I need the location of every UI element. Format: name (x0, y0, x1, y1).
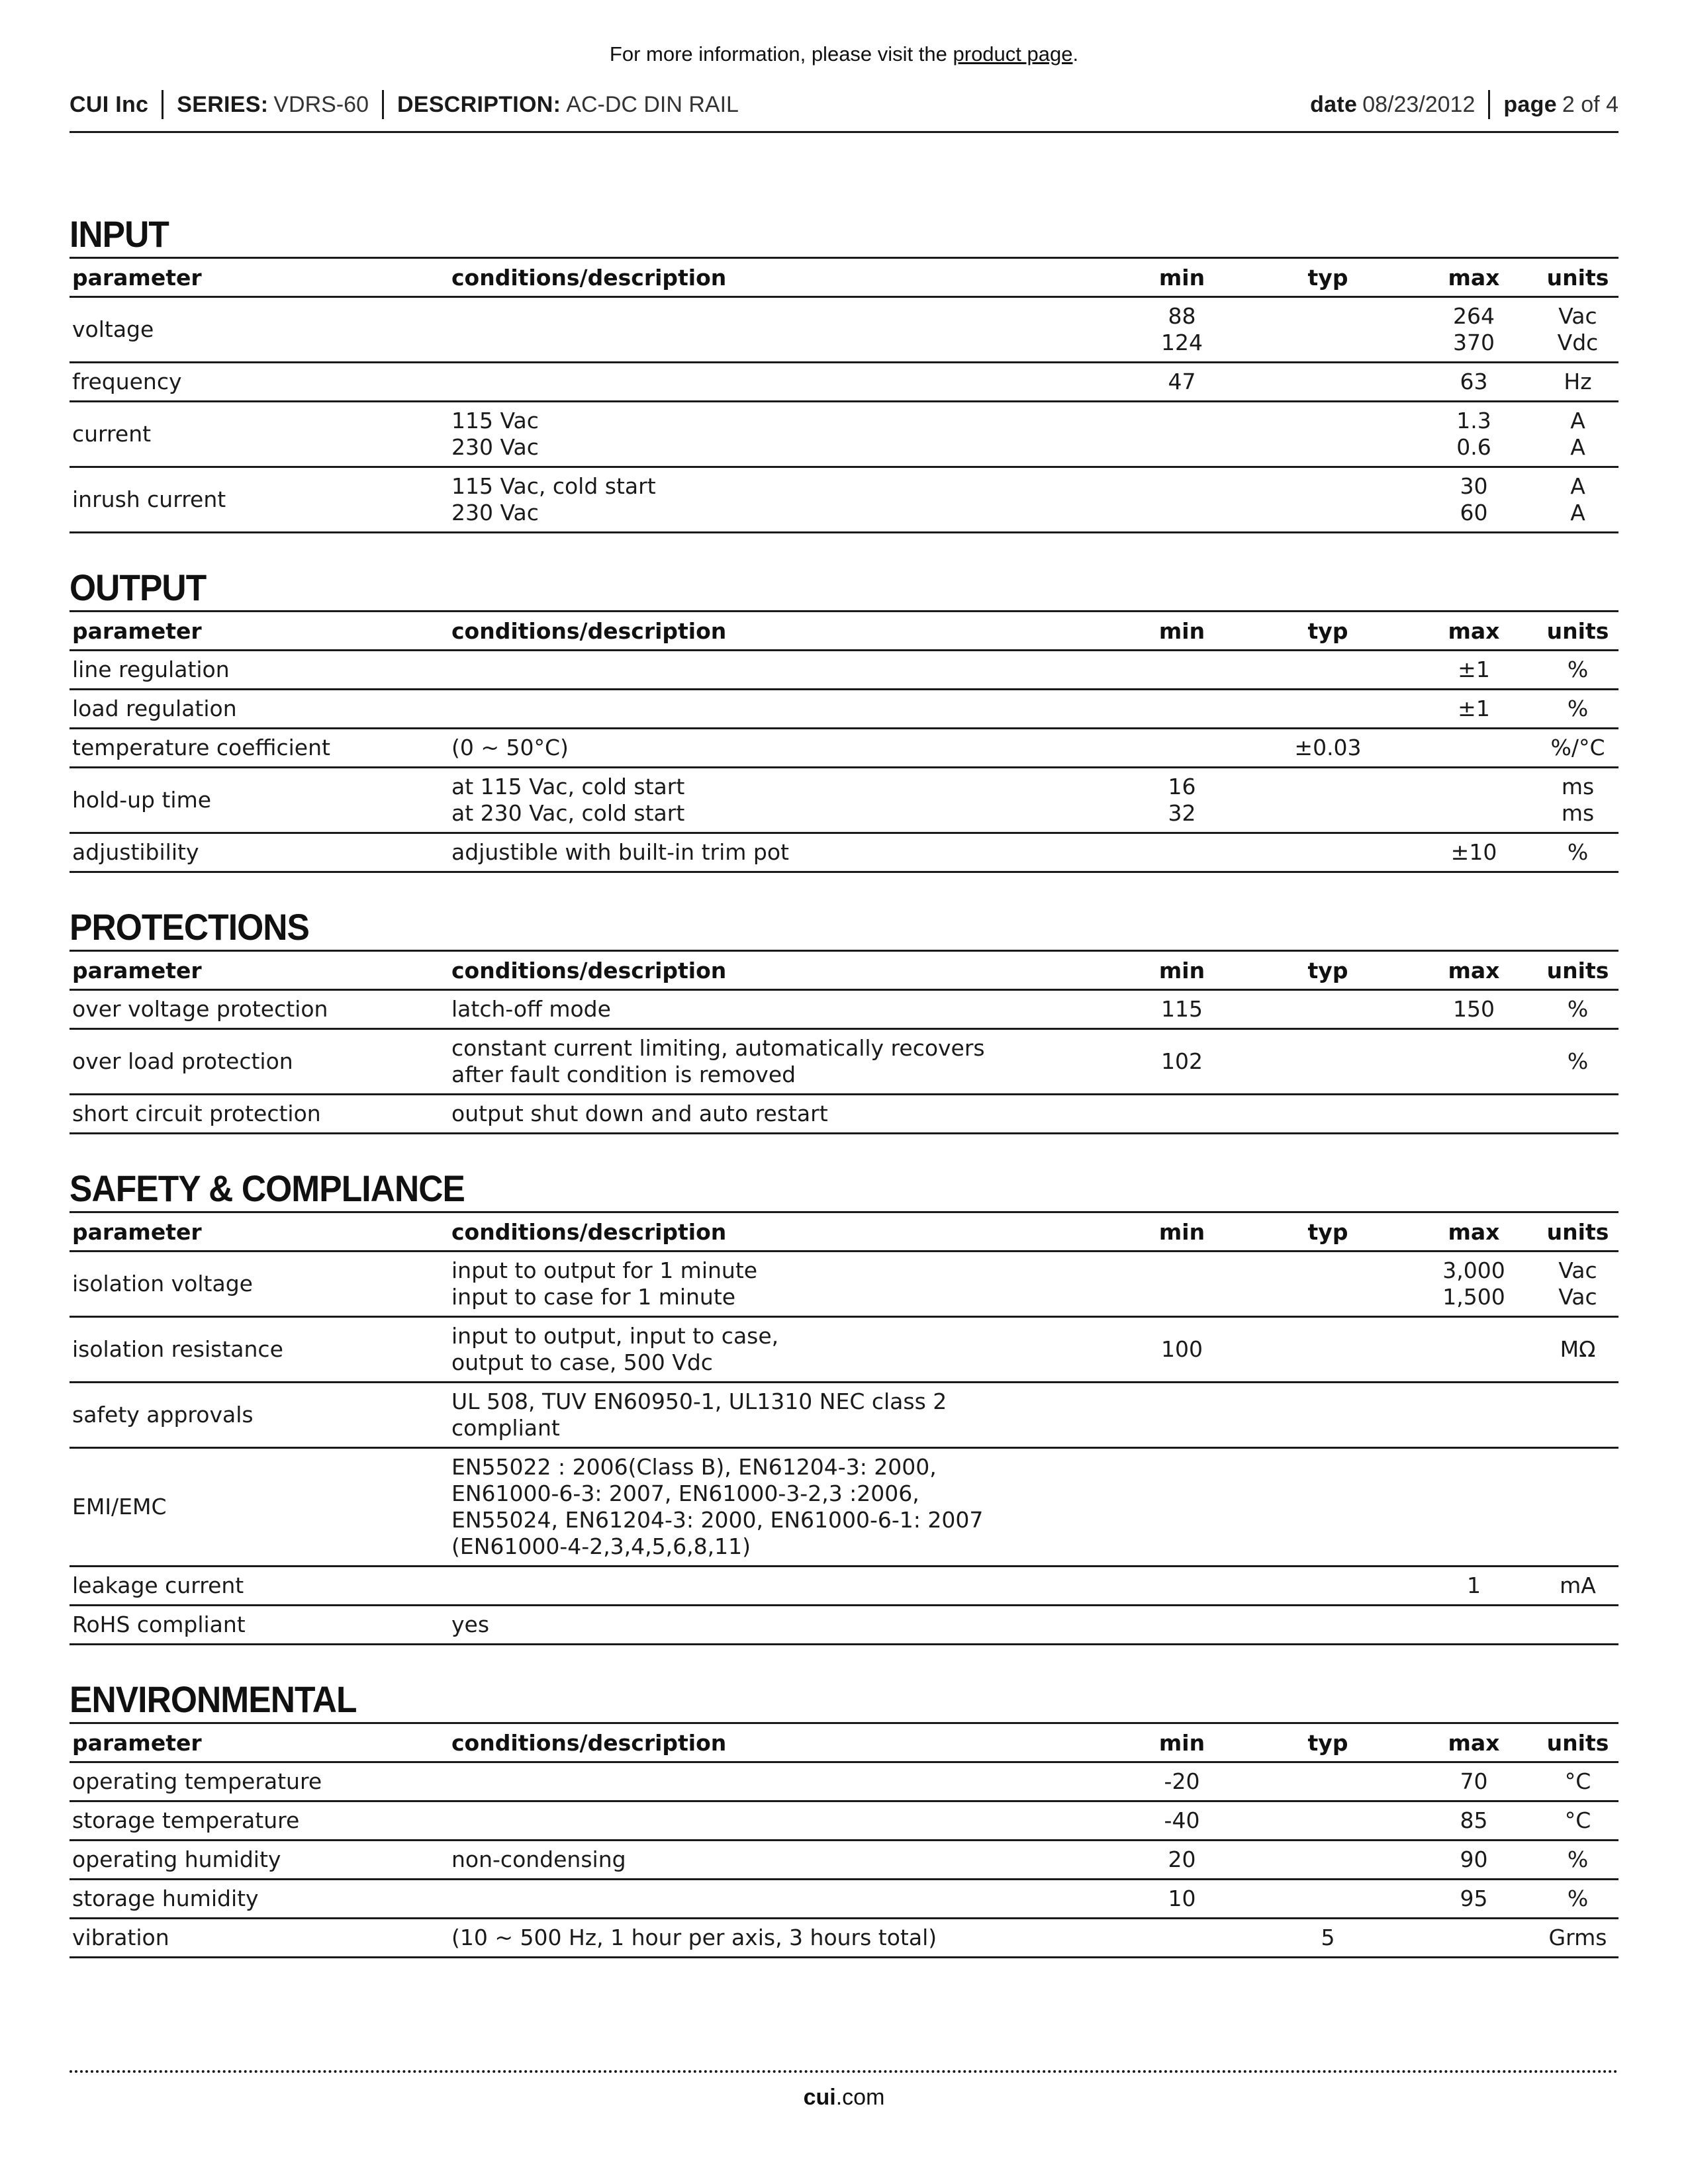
cell-min (1119, 833, 1245, 872)
page-number: 2 of 4 (1562, 91, 1618, 117)
table-row (70, 833, 1618, 872)
cell-parameter: voltage (70, 297, 449, 363)
cell-conditions: (10 ~ 500 Hz, 1 hour per axis, 3 hours total) (449, 1919, 1119, 1958)
cell-units: °C (1537, 1801, 1618, 1841)
column-header-max: max (1411, 258, 1537, 297)
description-value: AC-DC DIN RAIL (566, 91, 739, 117)
cell-max (1411, 1919, 1537, 1958)
cell-max (1411, 768, 1537, 833)
table-row (70, 1448, 1618, 1567)
description-label: DESCRIPTION: (397, 91, 561, 117)
cell-max: 95 (1411, 1880, 1537, 1919)
cell-max: 70 (1411, 1762, 1537, 1801)
cell-min (1119, 690, 1245, 729)
cell-parameter: over load protection (70, 1029, 449, 1095)
table-row (70, 690, 1618, 729)
cell-units: A A (1537, 402, 1618, 467)
spec-content (70, 212, 1618, 1990)
cell-parameter: inrush current (70, 467, 449, 533)
cell-max: 90 (1411, 1841, 1537, 1880)
cell-units: Hz (1537, 363, 1618, 402)
note-prefix: For more information, please visit the (609, 42, 953, 66)
cell-min (1119, 1448, 1245, 1567)
table-header-row (70, 951, 1618, 990)
cell-units (1537, 1606, 1618, 1645)
cell-units (1537, 1095, 1618, 1134)
cell-parameter: safety approvals (70, 1383, 449, 1448)
cell-min: 20 (1119, 1841, 1245, 1880)
company-name: CUI Inc (70, 91, 149, 117)
cell-parameter: operating humidity (70, 1841, 449, 1880)
cell-parameter: line regulation (70, 651, 449, 690)
header-left (70, 90, 739, 119)
table-row (70, 1919, 1618, 1958)
cell-units (1537, 1383, 1618, 1448)
cell-typ (1245, 1762, 1411, 1801)
spec-table (70, 1211, 1618, 1645)
product-page-link[interactable]: product page (953, 42, 1073, 66)
section-title: INPUT (70, 213, 169, 255)
column-header-typ: typ (1245, 951, 1411, 990)
table-header-row (70, 1212, 1618, 1251)
cell-max: 1.3 0.6 (1411, 402, 1537, 467)
cell-units: % (1537, 990, 1618, 1029)
cell-max (1411, 729, 1537, 768)
cell-max: 1 (1411, 1567, 1537, 1606)
cell-units: % (1537, 690, 1618, 729)
cell-typ (1245, 1567, 1411, 1606)
cell-min (1119, 1919, 1245, 1958)
cell-conditions (449, 363, 1119, 402)
cell-typ: 5 (1245, 1919, 1411, 1958)
column-header-parameter: parameter (70, 258, 449, 297)
product-info-note (0, 42, 1688, 66)
cell-min (1119, 402, 1245, 467)
header-divider (382, 90, 384, 119)
cell-parameter: current (70, 402, 449, 467)
cell-conditions: latch-off mode (449, 990, 1119, 1029)
cell-units: % (1537, 1029, 1618, 1095)
date-value: 08/23/2012 (1362, 91, 1476, 117)
cell-units: % (1537, 651, 1618, 690)
cell-typ (1245, 690, 1411, 729)
cell-parameter: short circuit protection (70, 1095, 449, 1134)
spec-section (70, 212, 1618, 533)
cell-parameter: hold-up time (70, 768, 449, 833)
cell-conditions (449, 1801, 1119, 1841)
cell-min (1119, 467, 1245, 533)
column-header-conditions: conditions/description (449, 951, 1119, 990)
header-right (1310, 90, 1618, 119)
cell-parameter: RoHS compliant (70, 1606, 449, 1645)
spec-table (70, 950, 1618, 1134)
footer-domain-rest: .com (835, 2085, 885, 2110)
cell-typ (1245, 1029, 1411, 1095)
cell-conditions: yes (449, 1606, 1119, 1645)
cell-typ: ±0.03 (1245, 729, 1411, 768)
cell-parameter: storage humidity (70, 1880, 449, 1919)
cell-parameter: isolation resistance (70, 1317, 449, 1383)
cell-min: -20 (1119, 1762, 1245, 1801)
cell-conditions: adjustible with built-in trim pot (449, 833, 1119, 872)
column-header-parameter: parameter (70, 1723, 449, 1762)
cell-units: % (1537, 1880, 1618, 1919)
header-divider (1488, 90, 1490, 119)
column-header-units: units (1537, 951, 1618, 990)
column-header-parameter: parameter (70, 612, 449, 651)
cell-units: % (1537, 1841, 1618, 1880)
cell-parameter: leakage current (70, 1567, 449, 1606)
table-row (70, 1251, 1618, 1317)
cell-max: 30 60 (1411, 467, 1537, 533)
cell-max (1411, 1383, 1537, 1448)
cell-parameter: storage temperature (70, 1801, 449, 1841)
column-header-max: max (1411, 612, 1537, 651)
column-header-parameter: parameter (70, 951, 449, 990)
cell-conditions: UL 508, TUV EN60950-1, UL1310 NEC class 2 compliant (449, 1383, 1119, 1448)
cell-parameter: vibration (70, 1919, 449, 1958)
date-label: date (1310, 91, 1358, 117)
cell-typ (1245, 1606, 1411, 1645)
column-header-conditions: conditions/description (449, 1212, 1119, 1251)
cell-parameter: frequency (70, 363, 449, 402)
cell-typ (1245, 990, 1411, 1029)
cell-conditions (449, 297, 1119, 363)
table-row (70, 297, 1618, 363)
cell-max: 63 (1411, 363, 1537, 402)
spec-section (70, 565, 1618, 873)
column-header-parameter: parameter (70, 1212, 449, 1251)
table-row (70, 1317, 1618, 1383)
cell-min: 10 (1119, 1880, 1245, 1919)
series-label: SERIES: (177, 91, 269, 117)
series-value: VDRS-60 (273, 91, 369, 117)
cell-min: 88 124 (1119, 297, 1245, 363)
cell-parameter: load regulation (70, 690, 449, 729)
page-label: page (1503, 91, 1557, 117)
cell-typ (1245, 768, 1411, 833)
cell-min (1119, 1251, 1245, 1317)
table-row (70, 729, 1618, 768)
cell-typ (1245, 402, 1411, 467)
cell-conditions: 115 Vac 230 Vac (449, 402, 1119, 467)
spec-section (70, 905, 1618, 1134)
table-header-row (70, 612, 1618, 651)
table-row (70, 1880, 1618, 1919)
spec-table (70, 610, 1618, 873)
cell-parameter: operating temperature (70, 1762, 449, 1801)
cell-parameter: adjustibility (70, 833, 449, 872)
spec-section (70, 1677, 1618, 1958)
cell-max: ±1 (1411, 690, 1537, 729)
column-header-max: max (1411, 1723, 1537, 1762)
cell-typ (1245, 1095, 1411, 1134)
page-header (70, 86, 1618, 133)
spec-table (70, 1722, 1618, 1958)
cell-parameter: EMI/EMC (70, 1448, 449, 1567)
footer-website[interactable] (0, 2085, 1688, 2111)
table-row (70, 1801, 1618, 1841)
cell-max: ±1 (1411, 651, 1537, 690)
column-header-conditions: conditions/description (449, 258, 1119, 297)
table-row (70, 363, 1618, 402)
cell-typ (1245, 1383, 1411, 1448)
cell-units: ms ms (1537, 768, 1618, 833)
table-row (70, 1762, 1618, 1801)
cell-units: Grms (1537, 1919, 1618, 1958)
cell-units: Vac Vac (1537, 1251, 1618, 1317)
table-row (70, 1606, 1618, 1645)
cell-conditions (449, 1880, 1119, 1919)
cell-conditions: EN55022 : 2006(Class B), EN61204-3: 2000, EN61000-6-3: 2007, EN61000-3-2,3 :2006, EN55024, EN61204-3: 2000, EN61000-6-1: 2007 (EN61000-4-2,3,4,5,6,8,11) (449, 1448, 1119, 1567)
table-header-row (70, 258, 1618, 297)
cell-conditions: non-condensing (449, 1841, 1119, 1880)
cell-min (1119, 1567, 1245, 1606)
cell-units: MΩ (1537, 1317, 1618, 1383)
table-row (70, 990, 1618, 1029)
table-row (70, 1383, 1618, 1448)
cell-conditions (449, 651, 1119, 690)
column-header-typ: typ (1245, 258, 1411, 297)
cell-min (1119, 1383, 1245, 1448)
cell-typ (1245, 467, 1411, 533)
table-row (70, 467, 1618, 533)
table-row (70, 1095, 1618, 1134)
column-header-min: min (1119, 258, 1245, 297)
cell-max (1411, 1448, 1537, 1567)
column-header-units: units (1537, 1723, 1618, 1762)
cell-parameter: over voltage protection (70, 990, 449, 1029)
column-header-units: units (1537, 258, 1618, 297)
cell-typ (1245, 1317, 1411, 1383)
cell-min: -40 (1119, 1801, 1245, 1841)
cell-max: 264 370 (1411, 297, 1537, 363)
table-row (70, 768, 1618, 833)
cell-units: mA (1537, 1567, 1618, 1606)
cell-max (1411, 1317, 1537, 1383)
cell-conditions (449, 1762, 1119, 1801)
column-header-typ: typ (1245, 612, 1411, 651)
cell-min: 102 (1119, 1029, 1245, 1095)
column-header-max: max (1411, 1212, 1537, 1251)
spec-section (70, 1166, 1618, 1645)
cell-max (1411, 1095, 1537, 1134)
cell-max: 3,000 1,500 (1411, 1251, 1537, 1317)
cell-units: %/°C (1537, 729, 1618, 768)
column-header-typ: typ (1245, 1212, 1411, 1251)
cell-max: 150 (1411, 990, 1537, 1029)
table-row (70, 402, 1618, 467)
cell-typ (1245, 363, 1411, 402)
cell-conditions: output shut down and auto restart (449, 1095, 1119, 1134)
cell-typ (1245, 297, 1411, 363)
spec-table (70, 257, 1618, 533)
cell-typ (1245, 1880, 1411, 1919)
cell-conditions: 115 Vac, cold start 230 Vac (449, 467, 1119, 533)
table-row (70, 1567, 1618, 1606)
column-header-min: min (1119, 612, 1245, 651)
cell-min (1119, 729, 1245, 768)
column-header-typ: typ (1245, 1723, 1411, 1762)
column-header-conditions: conditions/description (449, 1723, 1119, 1762)
cell-conditions (449, 690, 1119, 729)
section-title: PROTECTIONS (70, 906, 309, 948)
cell-max: 85 (1411, 1801, 1537, 1841)
column-header-min: min (1119, 951, 1245, 990)
header-divider (162, 90, 164, 119)
column-header-min: min (1119, 1723, 1245, 1762)
cell-typ (1245, 833, 1411, 872)
cell-conditions (449, 1567, 1119, 1606)
cell-min (1119, 1095, 1245, 1134)
cell-units (1537, 1448, 1618, 1567)
cell-min: 100 (1119, 1317, 1245, 1383)
cell-min: 115 (1119, 990, 1245, 1029)
cell-max (1411, 1029, 1537, 1095)
cell-min (1119, 1606, 1245, 1645)
column-header-max: max (1411, 951, 1537, 990)
note-suffix: . (1072, 42, 1079, 66)
cell-units: A A (1537, 467, 1618, 533)
section-title: ENVIRONMENTAL (70, 1678, 357, 1720)
cell-conditions: constant current limiting, automatically recovers after fault condition is removed (449, 1029, 1119, 1095)
cell-min (1119, 651, 1245, 690)
cell-conditions: (0 ~ 50°C) (449, 729, 1119, 768)
column-header-units: units (1537, 1212, 1618, 1251)
cell-conditions: input to output, input to case, output to case, 500 Vdc (449, 1317, 1119, 1383)
column-header-min: min (1119, 1212, 1245, 1251)
table-header-row (70, 1723, 1618, 1762)
cell-min: 47 (1119, 363, 1245, 402)
cell-units: % (1537, 833, 1618, 872)
table-row (70, 1029, 1618, 1095)
cell-max (1411, 1606, 1537, 1645)
table-row (70, 651, 1618, 690)
column-header-units: units (1537, 612, 1618, 651)
table-row (70, 1841, 1618, 1880)
cell-typ (1245, 1448, 1411, 1567)
cell-typ (1245, 1841, 1411, 1880)
cell-units: Vac Vdc (1537, 297, 1618, 363)
section-title: SAFETY & COMPLIANCE (70, 1167, 465, 1209)
cell-max: ±10 (1411, 833, 1537, 872)
cell-min: 16 32 (1119, 768, 1245, 833)
cell-typ (1245, 1801, 1411, 1841)
cell-units: °C (1537, 1762, 1618, 1801)
footer-domain-bold: cui (803, 2085, 836, 2110)
cell-typ (1245, 651, 1411, 690)
footer-divider (70, 2070, 1618, 2073)
cell-typ (1245, 1251, 1411, 1317)
cell-conditions: at 115 Vac, cold start at 230 Vac, cold start (449, 768, 1119, 833)
column-header-conditions: conditions/description (449, 612, 1119, 651)
section-title: OUTPUT (70, 567, 207, 608)
cell-parameter: temperature coefficient (70, 729, 449, 768)
cell-conditions: input to output for 1 minute input to case for 1 minute (449, 1251, 1119, 1317)
cell-parameter: isolation voltage (70, 1251, 449, 1317)
